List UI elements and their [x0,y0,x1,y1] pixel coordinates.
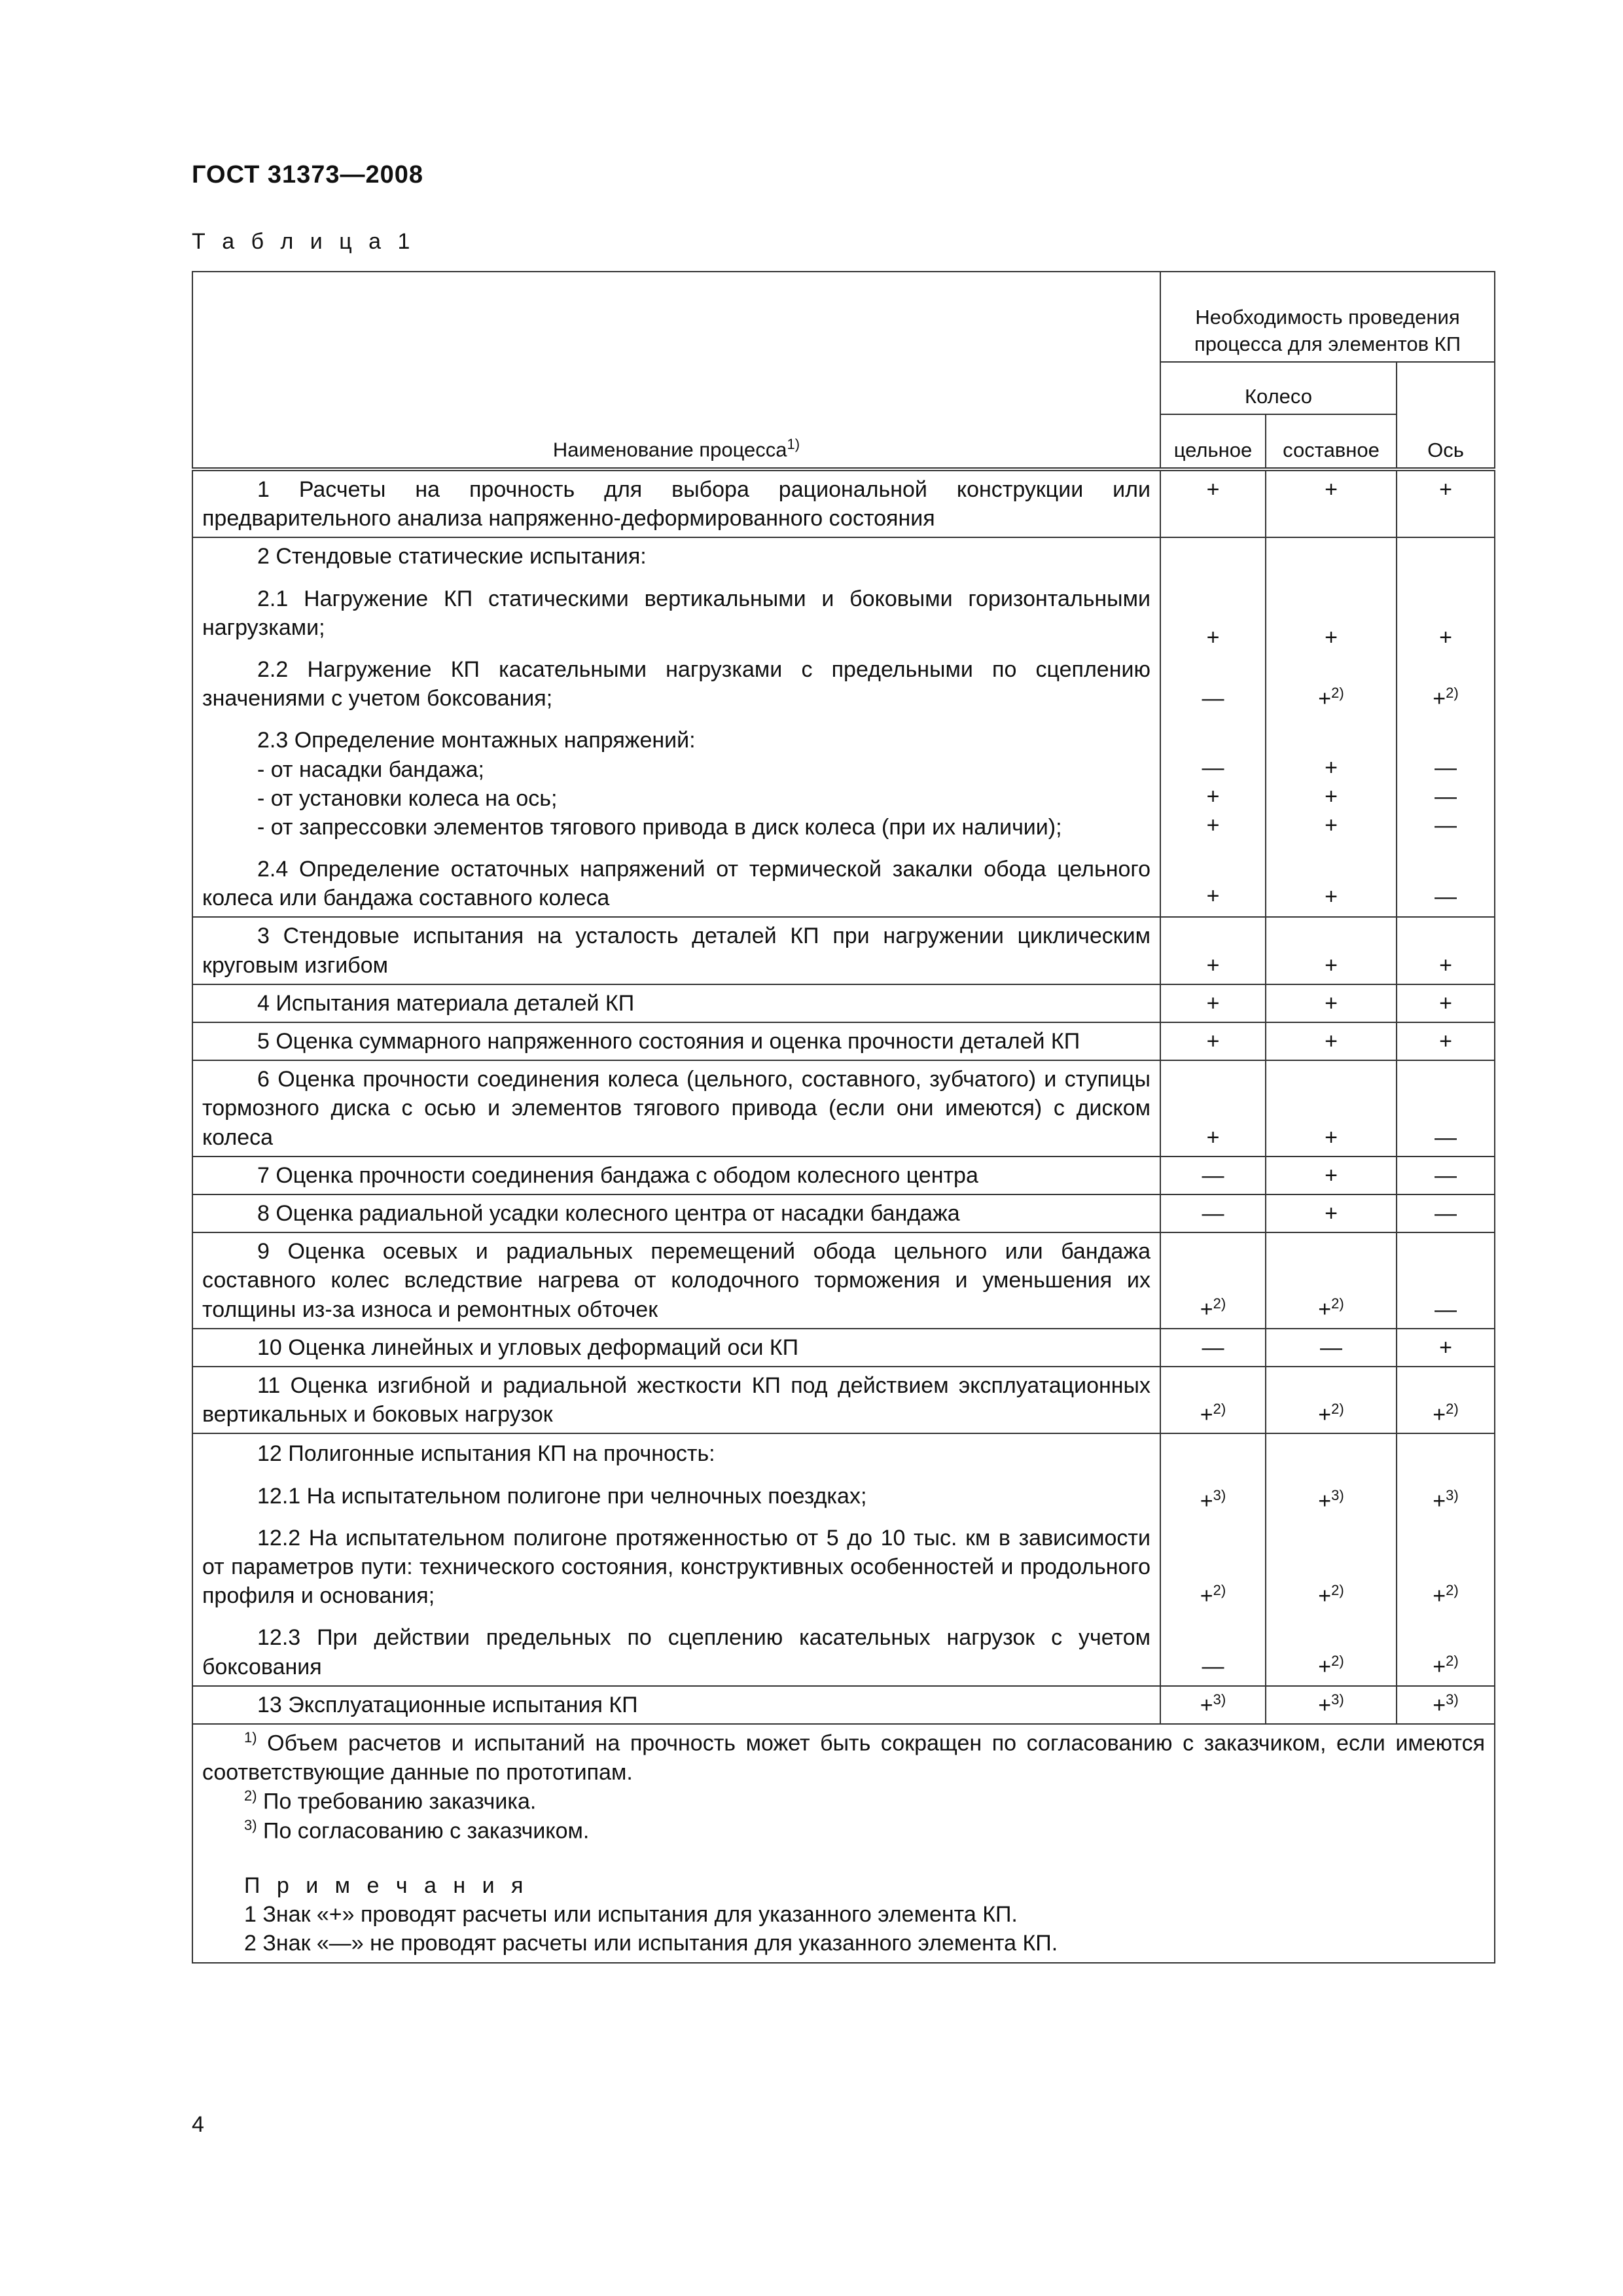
mark-composite: + [1266,1194,1397,1232]
document-code: ГОСТ 31373—2008 [192,161,424,188]
mark-axle: +$^{2)}$ [1397,1367,1495,1433]
row-text: - от запрессовки элементов тягового привода в диск колеса (при их наличии); [257,814,1062,840]
row-text: 9 Оценка осевых и радиальных перемещений обода цельного или бандажа составного колес вследствие нагрева от колодочного торможения и уменьшения их толщины из-за износа и ремонтных обточек [202,1239,1150,1322]
note-2: 2 Знак «—» не проводят расчеты или испытания для указанного элемента КП. [244,1931,1058,1956]
mark-solid: +$^{3)}$ +$^{2)}$ — [1160,1433,1266,1686]
table-row [192,984,1495,1022]
footnotes-row [192,1724,1495,1962]
mark-composite: + [1266,1022,1397,1060]
mark-axle: + [1397,917,1495,984]
mark-solid: — [1160,1157,1266,1194]
row-text: 11 Оценка изгибной и радиальной жесткости КП под действием эксплуатационных вертикальных и боковых нагрузок [202,1372,1150,1427]
mark-solid: + [1160,984,1266,1022]
row-text: 4 Испытания материала деталей КП [257,990,635,1016]
table-row [192,469,1495,537]
mark-solid: +$^{2)}$ [1160,1232,1266,1329]
mark-solid: + [1160,1060,1266,1157]
row-text: 2.2 Нагружение КП касательными нагрузками с предельными по сцеплению значениями с учетом боксования; [202,656,1150,711]
row-title: 12 Полигонные испытания КП на прочность: [257,1441,715,1467]
notes-title: П р и м е ч а н и я [244,1873,529,1899]
table-row [192,1060,1495,1157]
row-text: 12.1 На испытательном полигоне при челночных поездках; [257,1483,867,1509]
header-process-name: Наименование процесса$^{1)}$ [192,272,1160,469]
mark-composite: + [1266,1157,1397,1194]
footnote-2: $^{2)}$ По требованию заказчика. [244,1787,537,1814]
mark-solid: +$^{2)}$ [1160,1367,1266,1433]
table-row [192,1329,1495,1367]
mark-composite: +$^{2)}$ [1266,1367,1397,1433]
mark-axle: + +$^{2)}$ — — — — [1397,537,1495,917]
mark-solid: + — — + + + [1160,537,1266,917]
mark-axle: — [1397,1060,1495,1157]
note-1: 1 Знак «+» проводят расчеты или испытания для указанного элемента КП. [244,1902,1018,1928]
row-text: 13 Эксплуатационные испытания КП [257,1693,638,1718]
row-text: 2.1 Нагружение КП статическими вертикальными и боковыми горизонтальными нагрузками; [202,586,1150,640]
table-row [192,1686,1495,1725]
row-title: 2 Стендовые статические испытания: [257,544,647,569]
mark-composite: + [1266,1060,1397,1157]
mark-composite: — [1266,1329,1397,1367]
mark-composite: + +$^{2)}$ + + + + [1266,537,1397,917]
row-text: 5 Оценка суммарного напряженного состояния и оценка прочности деталей КП [257,1029,1080,1054]
header-necessity: Необходимость проведения процесса для элементов КП [1160,272,1495,362]
header-wheel: Колесо [1160,362,1397,414]
row-text: 12.2 На испытательном полигоне протяженностью от 5 до 10 тыс. км в зависимости от параметров пути: технического состояния, конструктивных особенностей и продольного профиля и основания; [202,1525,1150,1609]
mark-composite: +$^{2)}$ [1266,1232,1397,1329]
mark-axle: + [1397,1329,1495,1367]
mark-axle: +$^{3)}$ +$^{2)}$ +$^{2)}$ [1397,1433,1495,1686]
footnote-1: $^{1)}$ Объем расчетов и испытаний на прочность может быть сокращен по согласованию с заказчиком, если имеются соответствующие данные по прототипам. [202,1729,1485,1785]
table-row [192,1022,1495,1060]
mark-solid: + [1160,917,1266,984]
requirements-table [192,271,1495,1964]
row-text: 10 Оценка линейных и угловых деформаций оси КП [257,1335,799,1360]
mark-composite: +$^{3)}$ [1266,1686,1397,1725]
mark-axle: — [1397,1157,1495,1194]
mark-composite: +$^{3)}$ +$^{2)}$ +$^{2)}$ [1266,1433,1397,1686]
row-text: 12.3 При действии предельных по сцеплению касательных нагрузок с учетом боксования [202,1625,1150,1679]
table-row [192,1232,1495,1329]
mark-axle: + [1397,1022,1495,1060]
table-row [192,1157,1495,1194]
row-text: - от насадки бандажа; [257,757,484,782]
mark-composite: + [1266,469,1397,537]
mark-axle: — [1397,1232,1495,1329]
mark-axle: + [1397,984,1495,1022]
header-axle: Ось [1397,362,1495,469]
table-row [192,917,1495,984]
mark-composite: + [1266,917,1397,984]
mark-axle: + [1397,469,1495,537]
header-solid: цельное [1160,414,1266,469]
row-text: 1 Расчеты на прочность для выбора рациональной конструкции или предварительного анализа напряженно-деформированного состояния [202,477,1150,531]
table-row [192,537,1495,917]
row-text: 8 Оценка радиальной усадки колесного центра от насадки бандажа [257,1200,960,1226]
row-text: 2.4 Определение остаточных напряжений от термической закалки обода цельного колеса или бандажа составного колеса [202,857,1150,911]
mark-solid: — [1160,1194,1266,1232]
mark-axle: +$^{3)}$ [1397,1686,1495,1725]
table-caption: Т а б л и ц а 1 [192,229,416,254]
mark-solid: +$^{3)}$ [1160,1686,1266,1725]
row-text: 7 Оценка прочности соединения бандажа с ободом колесного центра [257,1162,978,1188]
footnote-3: $^{3)}$ По согласованию с заказчиком. [244,1816,590,1843]
row-text: - от установки колеса на ось; [257,785,558,811]
row-text: 3 Стендовые испытания на усталость деталей КП при нагружении циклическим круговым изгибом [202,924,1150,978]
page-number: 4 [192,2112,204,2137]
mark-solid: + [1160,1022,1266,1060]
table-row [192,1194,1495,1232]
mark-axle: — [1397,1194,1495,1232]
header-composite: составное [1266,414,1397,469]
row-text: 6 Оценка прочности соединения колеса (цельного, составного, зубчатого) и ступицы тормозного диска с осью и элементов тягового привода (если они имеются) с диском колеса [202,1067,1150,1150]
table-row [192,1433,1495,1686]
mark-composite: + [1266,984,1397,1022]
mark-solid: — [1160,1329,1266,1367]
row-title: 2.3 Определение монтажных напряжений: [257,728,696,753]
mark-solid: + [1160,469,1266,537]
table-row [192,1367,1495,1433]
